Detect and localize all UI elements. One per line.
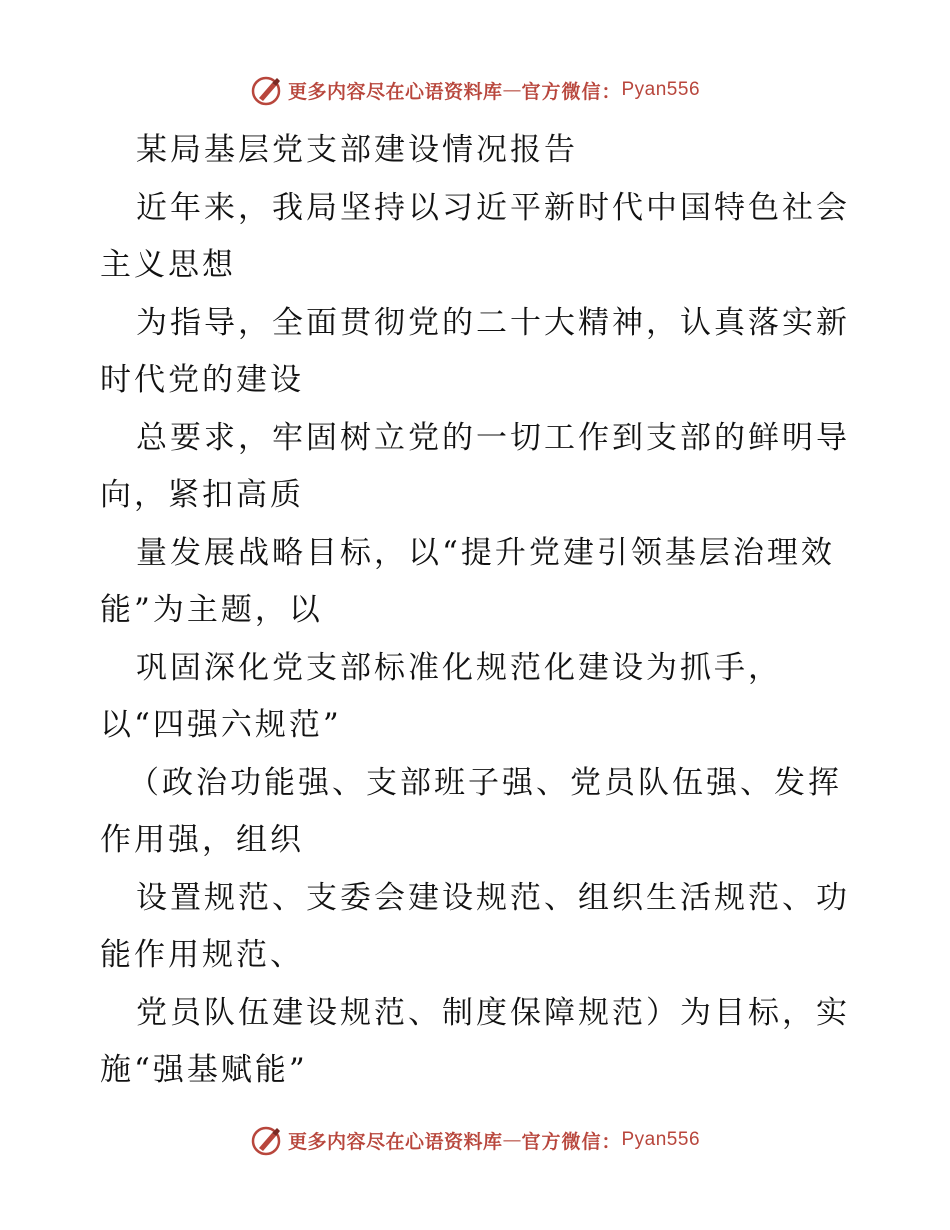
watermark-official-label: 官方微信： xyxy=(521,80,622,103)
paragraph-line: 总要求，牢固树立党的一切工作到支部的鲜明导 xyxy=(136,419,850,456)
paragraph-line: （政治功能强、支部班子强、党员队伍强、发挥 xyxy=(128,764,842,801)
paragraph-line: 为指导，全面贯彻党的二十大精神，认真落实新 xyxy=(136,304,850,341)
paragraph-line: 向，紧扣高质 xyxy=(100,477,304,513)
pen-logo-icon xyxy=(250,73,284,107)
watermark-wechat-id: Pyan556 xyxy=(621,79,701,100)
pen-logo-icon xyxy=(250,1123,284,1157)
paragraph-line: 近年来，我局坚持以习近平新时代中国特色社会 xyxy=(136,189,850,226)
paragraph-line: 能作用规范、 xyxy=(100,937,304,973)
paragraph-line: 党员队伍建设规范、制度保障规范）为目标，实 xyxy=(136,994,850,1031)
paragraph-line: 主义思想 xyxy=(100,247,236,283)
watermark-dash: — xyxy=(502,1129,522,1151)
document-body xyxy=(100,122,860,1100)
watermark-main-text: 更多内容尽在心语资料库 xyxy=(287,1130,503,1153)
paragraph-line: 施“强基赋能” xyxy=(100,1052,308,1088)
watermark-wechat-id: Pyan556 xyxy=(621,1129,701,1150)
header-watermark xyxy=(0,70,950,110)
paragraph-line: 能”为主题，以 xyxy=(100,592,323,628)
watermark-dash: — xyxy=(502,79,522,101)
paragraph-line: 巩固深化党支部标准化规范化建设为抓手， xyxy=(136,649,782,686)
paragraph-line: 作用强，组织 xyxy=(100,822,304,858)
document-title: 某局基层党支部建设情况报告 xyxy=(136,132,578,168)
paragraph-line: 量发展战略目标，以“提升党建引领基层治理效 xyxy=(136,534,835,571)
paragraph-line: 以“四强六规范” xyxy=(100,707,342,743)
watermark-main-text: 更多内容尽在心语资料库 xyxy=(287,80,503,103)
footer-watermark xyxy=(0,1120,950,1160)
watermark-official-label: 官方微信： xyxy=(521,1130,622,1153)
paragraph-line: 时代党的建设 xyxy=(100,362,304,398)
paragraph-line: 设置规范、支委会建设规范、组织生活规范、功 xyxy=(136,879,850,916)
